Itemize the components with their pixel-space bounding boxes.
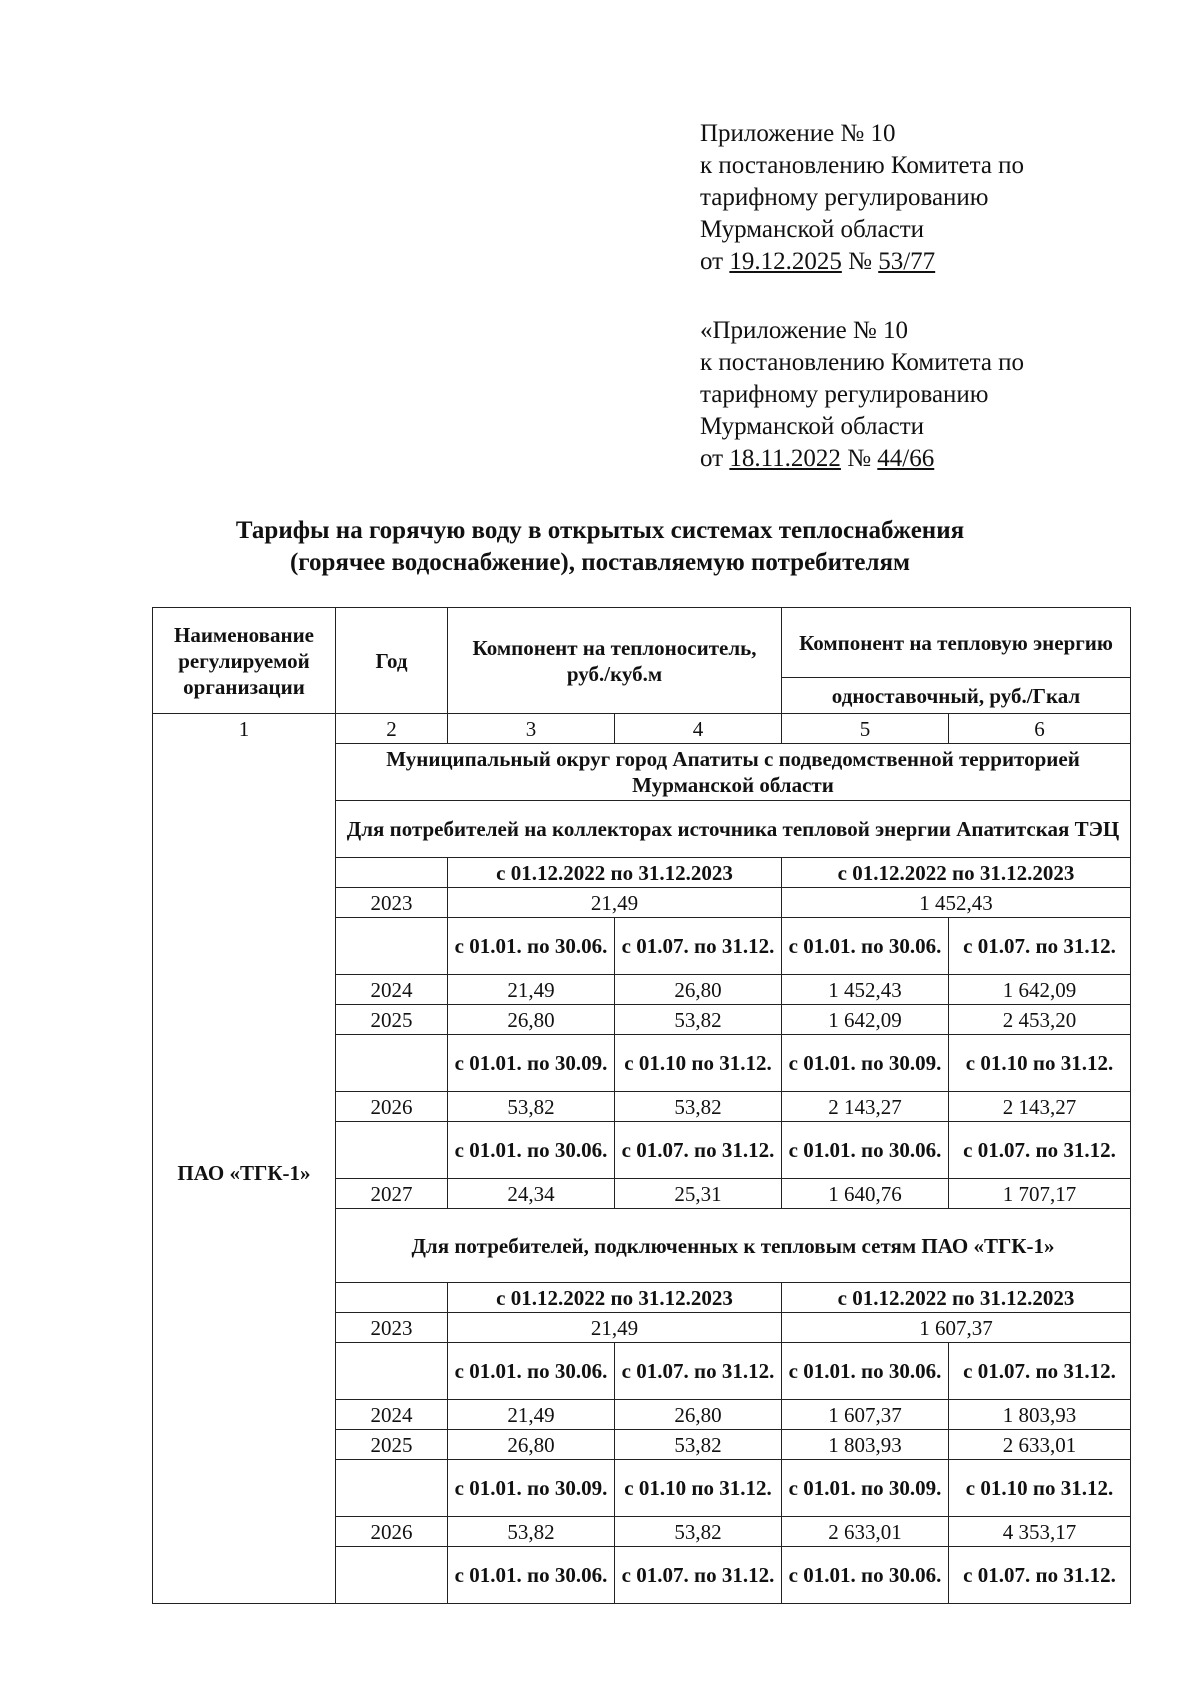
header-line: Мурманской области [700, 216, 925, 243]
value-cell: 1 452,43 [782, 975, 949, 1005]
header-line: тарифному регулированию [700, 381, 989, 408]
date-prefix: от [700, 248, 730, 275]
period-cell: с 01.01. по 30.09. [782, 1035, 949, 1092]
empty-cell [336, 858, 448, 888]
tariff-table [152, 607, 1131, 1604]
value-cell: 24,34 [448, 1179, 615, 1209]
decree-number: 53/77 [878, 248, 936, 275]
period-cell: с 01.01. по 30.06. [782, 1122, 949, 1179]
value-cell: 4 353,17 [949, 1517, 1131, 1547]
number-prefix: № [841, 248, 879, 275]
value-cell: 1 640,76 [782, 1179, 949, 1209]
period-cell: с 01.01. по 30.06. [782, 1547, 949, 1604]
period-cell: с 01.07. по 31.12. [949, 1122, 1131, 1179]
period-cell: с 01.01. по 30.09. [782, 1460, 949, 1517]
appendix-header-original [700, 315, 1120, 475]
value-cell: 1 803,93 [782, 1430, 949, 1460]
carrier-value: 21,49 [448, 888, 782, 918]
table-header-row [153, 608, 1131, 678]
value-cell: 21,49 [448, 1400, 615, 1430]
org-name: ПАО «ТГК-1» [153, 744, 336, 1604]
col-header-energy: Компонент на тепловую энергию [782, 608, 1131, 678]
col-number: 3 [448, 714, 615, 744]
period-cell: с 01.07. по 31.12. [949, 1547, 1131, 1604]
empty-cell [336, 1283, 448, 1313]
column-numbers-row [153, 714, 1131, 744]
decree-date: 19.12.2025 [729, 248, 842, 275]
section1-title: Для потребителей на коллекторах источника тепловой энергии Апатитская ТЭЦ [336, 801, 1131, 858]
col-header-carrier: Компонент на теплоноситель, руб./куб.м [448, 608, 782, 714]
col-header-year: Год [336, 608, 448, 714]
decree-number: 44/66 [877, 445, 935, 472]
col-number: 5 [782, 714, 949, 744]
year-cell: 2026 [336, 1517, 448, 1547]
value-cell: 26,80 [448, 1430, 615, 1460]
value-cell: 1 607,37 [782, 1400, 949, 1430]
document-title [0, 515, 1200, 579]
value-cell: 26,80 [615, 1400, 782, 1430]
header-line: Приложение № 10 [700, 120, 896, 147]
period-energy: с 01.12.2022 по 31.12.2023 [782, 858, 1131, 888]
value-cell: 1 707,17 [949, 1179, 1131, 1209]
header-date-line [700, 246, 1120, 278]
year-cell: 2025 [336, 1430, 448, 1460]
empty-cell [336, 1547, 448, 1604]
value-cell: 2 633,01 [949, 1430, 1131, 1460]
period-cell: с 01.07. по 31.12. [615, 1343, 782, 1400]
period-cell: с 01.07. по 31.12. [949, 1343, 1131, 1400]
col-number: 1 [153, 714, 336, 744]
value-cell: 53,82 [615, 1005, 782, 1035]
col-header-energy-sub: одноставочный, руб./Гкал [782, 678, 1131, 714]
period-cell: с 01.01. по 30.06. [448, 918, 615, 975]
year-cell: 2024 [336, 1400, 448, 1430]
value-cell: 26,80 [615, 975, 782, 1005]
number-prefix: № [840, 445, 878, 472]
decree-date: 18.11.2022 [729, 445, 841, 472]
year-cell: 2024 [336, 975, 448, 1005]
period-cell: с 01.07. по 31.12. [949, 918, 1131, 975]
year-cell: 2023 [336, 888, 448, 918]
empty-cell [336, 1460, 448, 1517]
empty-cell [336, 1122, 448, 1179]
title-line: Тарифы на горячую воду в открытых системах теплоснабжения [235, 517, 965, 544]
value-cell: 2 143,27 [949, 1092, 1131, 1122]
empty-cell [336, 1343, 448, 1400]
col-header-org: Наименование регулируемой организации [153, 608, 336, 714]
section2-title: Для потребителей, подключенных к тепловым сетям ПАО «ТГК-1» [336, 1209, 1131, 1283]
territory-title: Муниципальный округ город Апатиты с подведомственной территорией Мурманской области [336, 744, 1131, 801]
period-cell: с 01.07. по 31.12. [615, 918, 782, 975]
year-cell: 2025 [336, 1005, 448, 1035]
year-cell: 2026 [336, 1092, 448, 1122]
period-cell: с 01.10 по 31.12. [949, 1460, 1131, 1517]
value-cell: 26,80 [448, 1005, 615, 1035]
period-cell: с 01.01. по 30.06. [782, 1343, 949, 1400]
carrier-value: 21,49 [448, 1313, 782, 1343]
title-line: (горячее водоснабжение), поставляемую потребителям [289, 549, 911, 576]
period-cell: с 01.01. по 30.09. [448, 1460, 615, 1517]
value-cell: 2 143,27 [782, 1092, 949, 1122]
period-cell: с 01.01. по 30.06. [448, 1343, 615, 1400]
value-cell: 2 633,01 [782, 1517, 949, 1547]
value-cell: 2 453,20 [949, 1005, 1131, 1035]
energy-value: 1 607,37 [782, 1313, 1131, 1343]
period-carrier: с 01.12.2022 по 31.12.2023 [448, 858, 782, 888]
value-cell: 1 642,09 [782, 1005, 949, 1035]
header-line: к постановлению Комитета по [700, 152, 1025, 179]
value-cell: 53,82 [448, 1517, 615, 1547]
value-cell: 25,31 [615, 1179, 782, 1209]
date-prefix: от [700, 445, 730, 472]
value-cell: 53,82 [615, 1517, 782, 1547]
period-carrier: с 01.12.2022 по 31.12.2023 [448, 1283, 782, 1313]
period-cell: с 01.10 по 31.12. [949, 1035, 1131, 1092]
year-cell: 2027 [336, 1179, 448, 1209]
period-cell: с 01.01. по 30.09. [448, 1035, 615, 1092]
period-cell: с 01.07. по 31.12. [615, 1547, 782, 1604]
period-cell: с 01.01. по 30.06. [448, 1547, 615, 1604]
value-cell: 53,82 [615, 1092, 782, 1122]
period-cell: с 01.10 по 31.12. [615, 1460, 782, 1517]
col-number: 2 [336, 714, 448, 744]
period-cell: с 01.10 по 31.12. [615, 1035, 782, 1092]
header-line: «Приложение № 10 [700, 317, 909, 344]
period-energy: с 01.12.2022 по 31.12.2023 [782, 1283, 1131, 1313]
empty-cell [336, 1035, 448, 1092]
col-number: 6 [949, 714, 1131, 744]
territory-row [153, 744, 1131, 801]
appendix-header-current [700, 118, 1120, 278]
period-cell: с 01.07. по 31.12. [615, 1122, 782, 1179]
value-cell: 21,49 [448, 975, 615, 1005]
header-date-line [700, 443, 1120, 475]
col-number: 4 [615, 714, 782, 744]
empty-cell [336, 918, 448, 975]
value-cell: 1 642,09 [949, 975, 1131, 1005]
period-cell: с 01.01. по 30.06. [782, 918, 949, 975]
header-line: к постановлению Комитета по [700, 349, 1025, 376]
period-cell: с 01.01. по 30.06. [448, 1122, 615, 1179]
energy-value: 1 452,43 [782, 888, 1131, 918]
header-line: Мурманской области [700, 413, 925, 440]
value-cell: 53,82 [448, 1092, 615, 1122]
value-cell: 1 803,93 [949, 1400, 1131, 1430]
value-cell: 53,82 [615, 1430, 782, 1460]
header-line: тарифному регулированию [700, 184, 989, 211]
year-cell: 2023 [336, 1313, 448, 1343]
